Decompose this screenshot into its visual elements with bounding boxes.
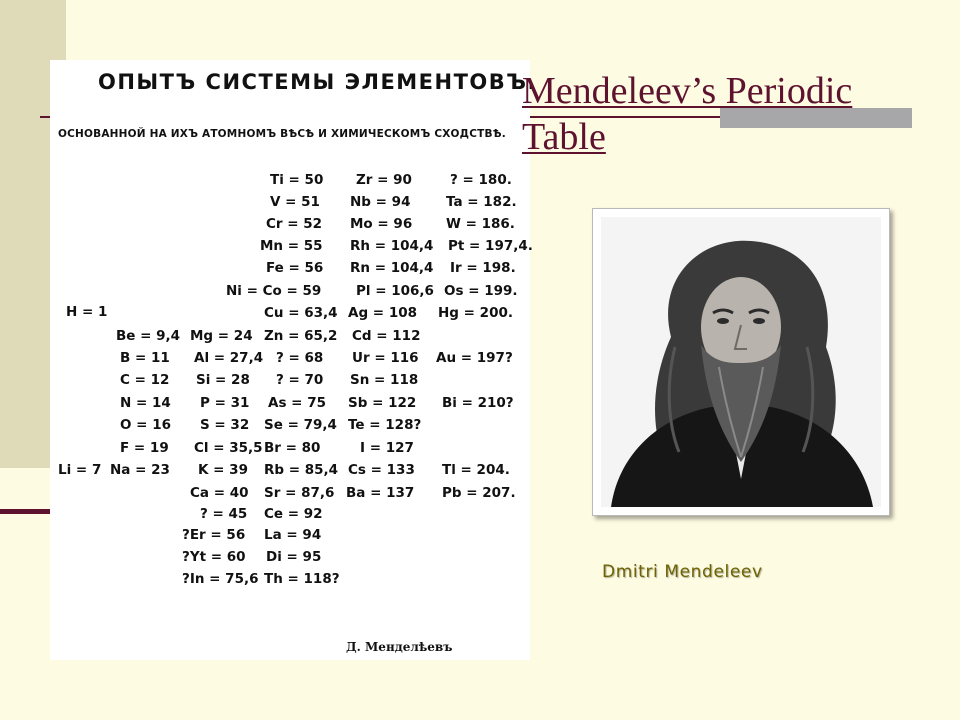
element-cell: ? = 68 — [276, 350, 324, 366]
periodic-table-image — [50, 60, 537, 660]
element-cell: S = 32 — [200, 417, 250, 433]
element-cell: C = 12 — [120, 372, 170, 388]
element-cell: N = 14 — [120, 395, 171, 411]
element-cell: Si = 28 — [196, 372, 250, 388]
element-cell: Mg = 24 — [190, 328, 253, 344]
element-cell: Pb = 207. — [442, 485, 516, 501]
element-cell: Cs = 133 — [348, 462, 415, 478]
element-cell: ?In = 75,6 — [182, 571, 259, 587]
element-cell: Ti = 50 — [270, 172, 324, 188]
element-cell: Ce = 92 — [264, 506, 323, 522]
table-image-title: ОПЫТЪ СИСТЕМЫ ЭЛЕМЕНТОВЪ. — [98, 70, 537, 94]
element-cell: Pl = 106,6 — [356, 283, 434, 299]
element-cell: Te = 128? — [348, 417, 422, 433]
element-cell: I = 127 — [360, 440, 414, 456]
element-cell: ? = 180. — [450, 172, 512, 188]
element-cell: Sb = 122 — [348, 395, 417, 411]
element-cell: Nb = 94 — [350, 194, 411, 210]
element-cell: Be = 9,4 — [116, 328, 181, 344]
element-cell: Tl = 204. — [442, 462, 510, 478]
element-cell: Ba = 137 — [346, 485, 415, 501]
element-cell: Sr = 87,6 — [264, 485, 335, 501]
portrait-caption: Dmitri Mendeleev — [602, 562, 763, 582]
element-cell: Rh = 104,4 — [350, 238, 434, 254]
element-cell: Se = 79,4 — [264, 417, 337, 433]
element-cell: ? = 45 — [200, 506, 248, 522]
element-cell: Pt = 197,4. — [448, 238, 533, 254]
element-cell: Cd = 112 — [352, 328, 421, 344]
element-cell: Cr = 52 — [266, 216, 323, 232]
element-cell: Sn = 118 — [350, 372, 419, 388]
element-cell: Zr = 90 — [356, 172, 412, 188]
element-cell: Zn = 65,2 — [264, 328, 338, 344]
element-cell: As = 75 — [268, 395, 326, 411]
element-cell: ?Yt = 60 — [182, 549, 246, 565]
element-cell: Na = 23 — [110, 462, 170, 478]
element-cell: Ur = 116 — [352, 350, 419, 366]
element-cell: K = 39 — [198, 462, 248, 478]
element-cell: B = 11 — [120, 350, 170, 366]
element-cell: Rn = 104,4 — [350, 260, 434, 276]
element-cell: Rb = 85,4 — [264, 462, 339, 478]
slide-title[interactable]: Mendeleev’s Periodic Table — [522, 70, 853, 158]
element-cell: Di = 95 — [266, 549, 322, 565]
element-cell: Cl = 35,5 — [194, 440, 263, 456]
element-cell: Ni = Co = 59 — [226, 283, 322, 299]
element-cell: Mo = 96 — [350, 216, 413, 232]
element-cell: F = 19 — [120, 440, 169, 456]
element-cell: Al = 27,4 — [194, 350, 264, 366]
element-cell: H = 1 — [66, 304, 108, 320]
element-cell: Fe = 56 — [266, 260, 324, 276]
element-cell: Ta = 182. — [446, 194, 517, 210]
element-cell: V = 51 — [270, 194, 320, 210]
element-cell: ?Er = 56 — [182, 527, 246, 543]
element-cell: Au = 197? — [436, 350, 513, 366]
element-cell: Li = 7 — [58, 462, 102, 478]
element-cell: O = 16 — [120, 417, 171, 433]
portrait-frame — [592, 208, 890, 516]
element-cell: La = 94 — [264, 527, 322, 543]
element-cell: ? = 70 — [276, 372, 324, 388]
table-image-subtitle: ОСНОВАННОЙ НА ИХЪ АТОМНОМЪ ВѢСѢ И ХИМИЧЕСКОМЪ СХОДСТВѢ. — [58, 128, 506, 140]
element-cell: Ca = 40 — [190, 485, 249, 501]
element-cell: Ag = 108 — [348, 305, 418, 321]
element-cell: P = 31 — [200, 395, 250, 411]
element-cell: Bi = 210? — [442, 395, 514, 411]
element-cell: Os = 199. — [444, 283, 518, 299]
table-image-signature: Д. Менделѣевъ — [346, 640, 453, 654]
mendeleev-portrait-photo — [601, 217, 881, 507]
element-cell: W = 186. — [446, 216, 515, 232]
element-cell: Br = 80 — [264, 440, 321, 456]
element-cell: Mn = 55 — [260, 238, 323, 254]
element-cell: Ir = 198. — [450, 260, 516, 276]
element-cell: Hg = 200. — [438, 305, 513, 321]
element-cell: Th = 118? — [264, 571, 340, 587]
element-cell: Cu = 63,4 — [264, 305, 338, 321]
